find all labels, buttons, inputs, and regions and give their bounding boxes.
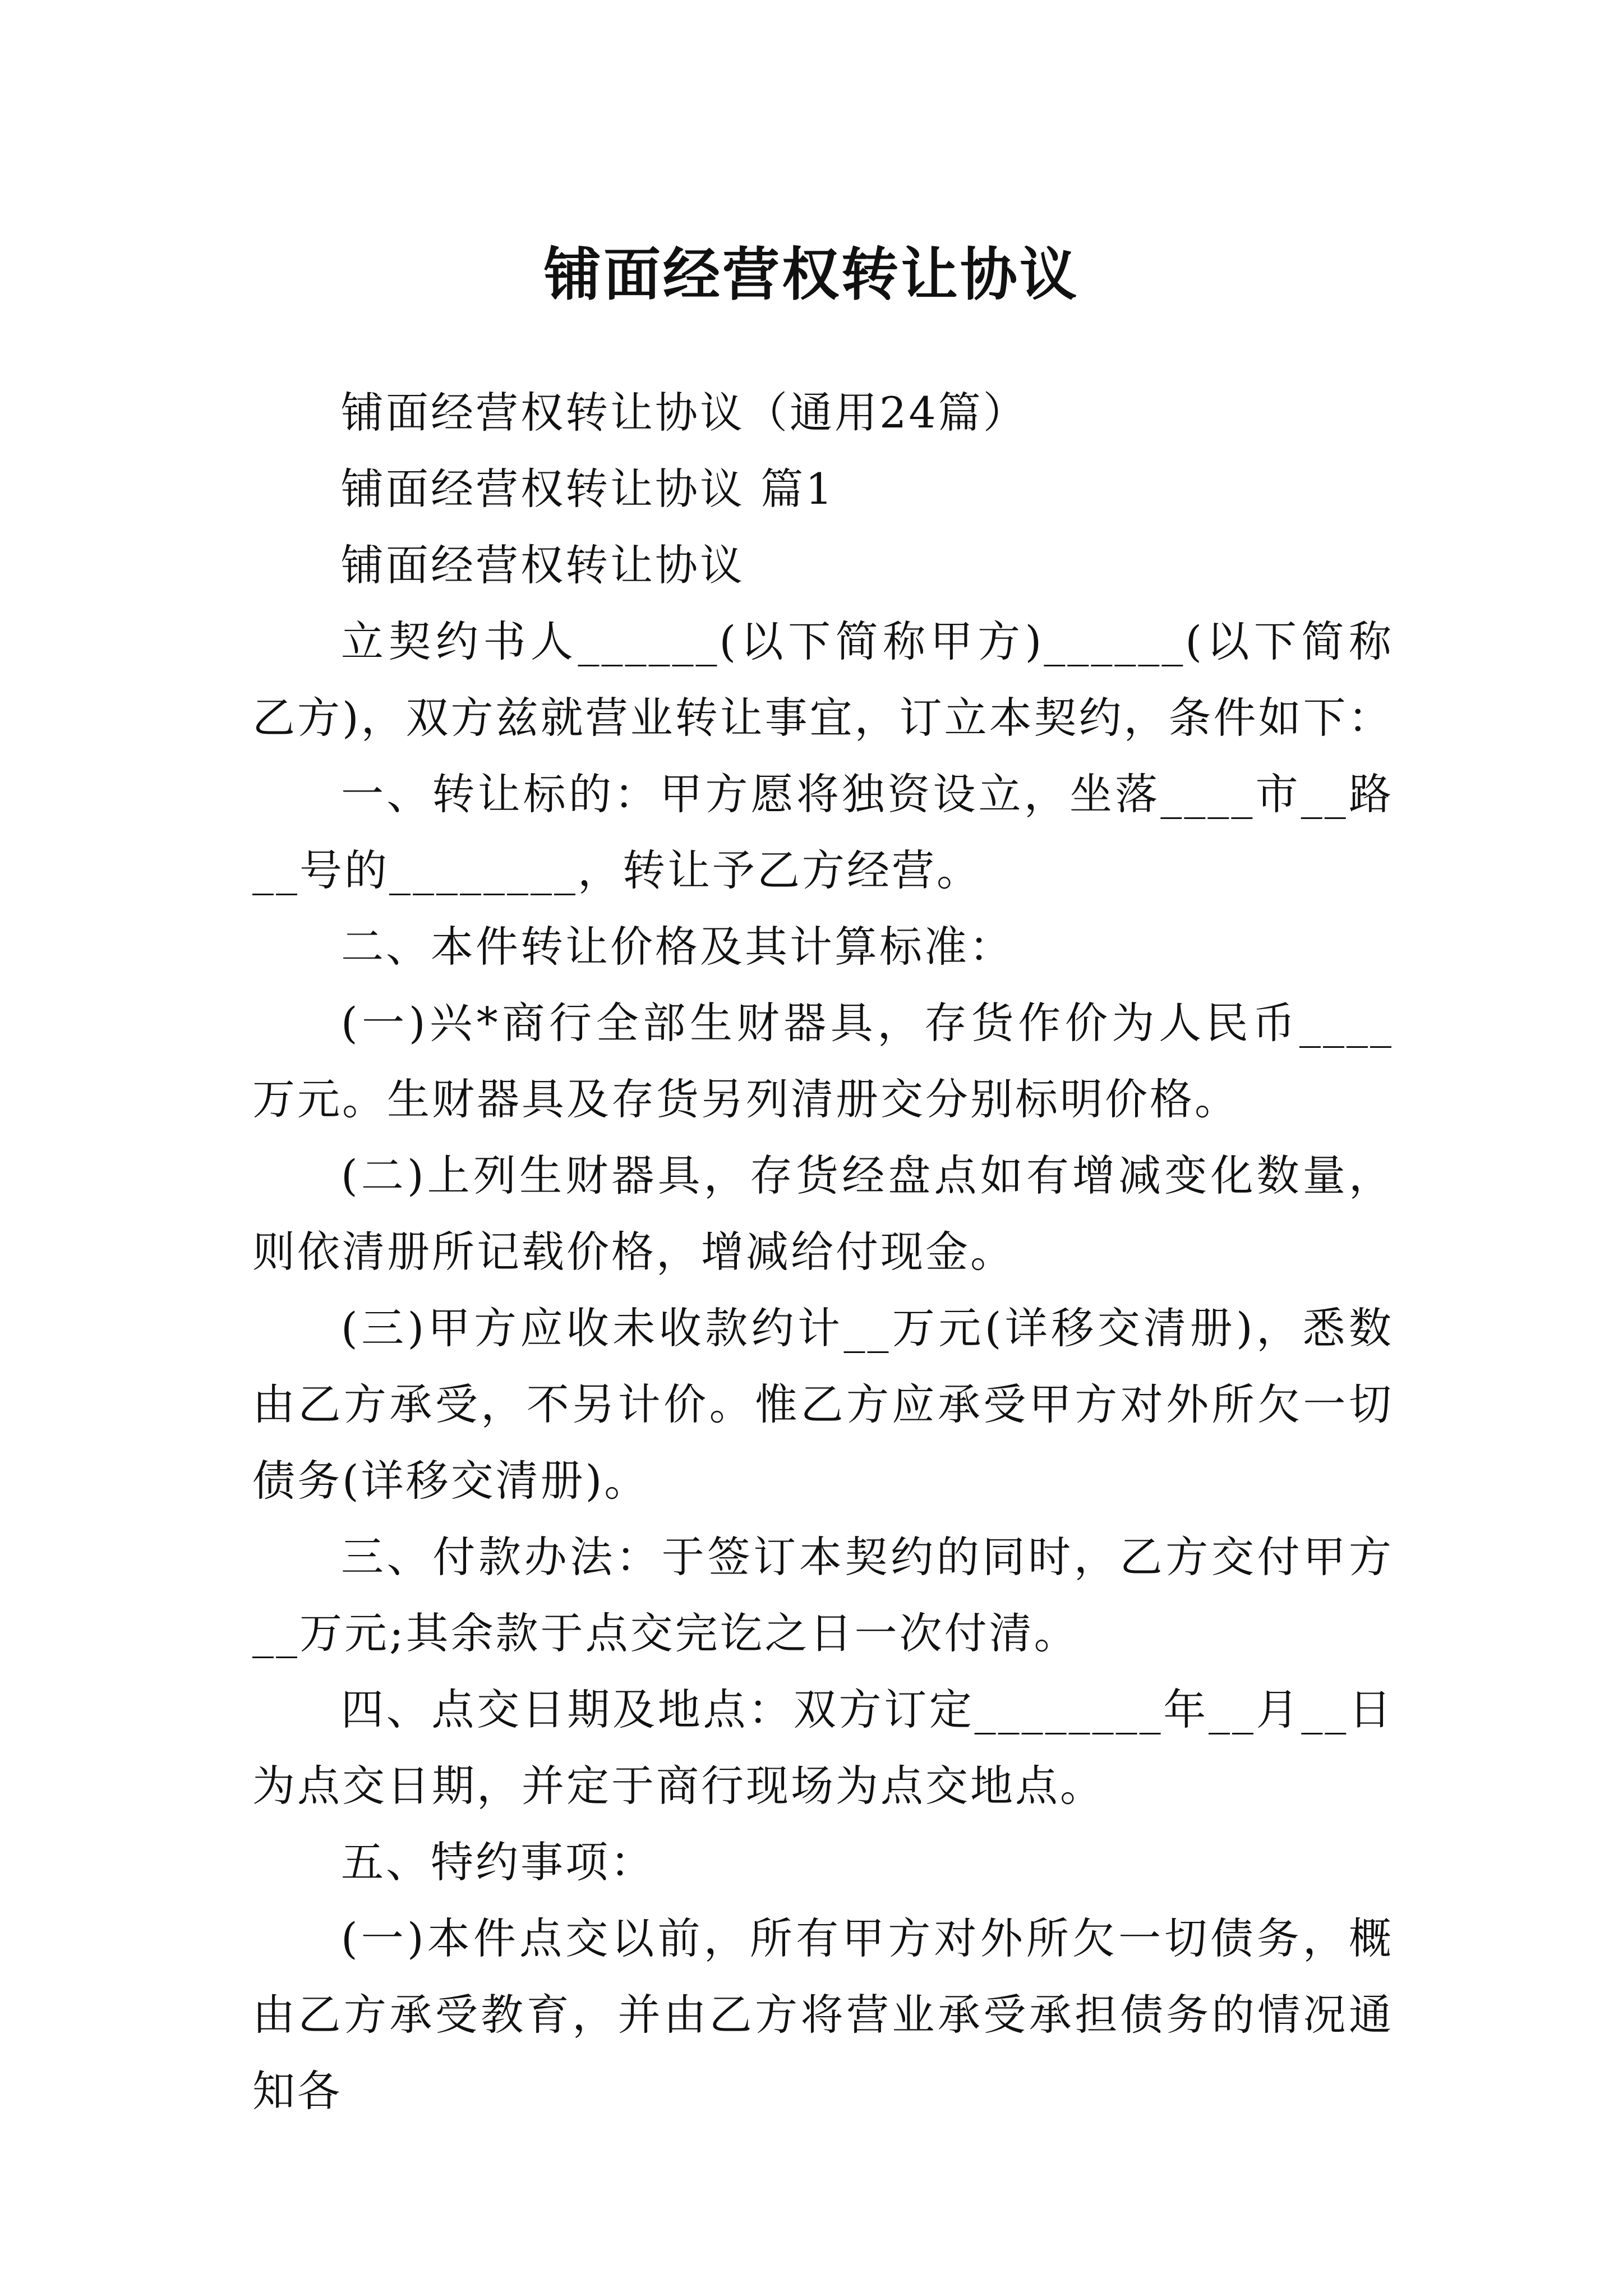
clause-3-paragraph: 三、付款办法：于签订本契约的同时，乙方交付甲方__万元;其余款于点交完讫之日一次付清。 xyxy=(252,1532,1394,1658)
clause-4-paragraph: 四、点交日期及地点：双方订定________年__月__日为点交日期，并定于商行现场为点交地点。 xyxy=(252,1685,1394,1811)
clause-5-heading: 五、特约事项： xyxy=(341,1837,655,1887)
clause-5-item-1: (一)本件点交以前，所有甲方对外所欠一切债务，概由乙方承受教育，并由乙方将营业承受承担债务的情况通知各 xyxy=(252,1913,1394,2116)
document-title: 铺面经营权转让协议 xyxy=(544,241,1079,309)
section-heading: 铺面经营权转让协议 篇1 xyxy=(341,464,835,514)
clause-2-heading: 二、本件转让价格及其计算标准： xyxy=(341,922,1014,972)
agreement-heading: 铺面经营权转让协议 xyxy=(341,540,745,590)
parties-paragraph: 立契约书人______(以下简称甲方)______(以下简称乙方)，双方兹就营业转让事宜，订立本契约，条件如下： xyxy=(252,616,1394,743)
subtitle-paragraph: 铺面经营权转让协议（通用24篇） xyxy=(341,388,1028,438)
clause-2-item-2: (二)上列生财器具，存货经盘点如有增减变化数量，则依清册所记载价格，增减给付现金。 xyxy=(252,1151,1394,1277)
document-body xyxy=(252,375,1394,2129)
clause-2-item-1: (一)兴*商行全部生财器具，存货作价为人民币____万元。生财器具及存货另列清册交分别标明价格。 xyxy=(252,998,1394,1124)
clause-2-item-3: (三)甲方应收未收款约计__万元(详移交清册)，悉数由乙方承受，不另计价。惟乙方应承受甲方对外所欠一切债务(详移交清册)。 xyxy=(252,1303,1394,1506)
clause-1-paragraph: 一、转让标的：甲方愿将独资设立，坐落____市__路__号的________，转让予乙方经营。 xyxy=(252,769,1394,895)
